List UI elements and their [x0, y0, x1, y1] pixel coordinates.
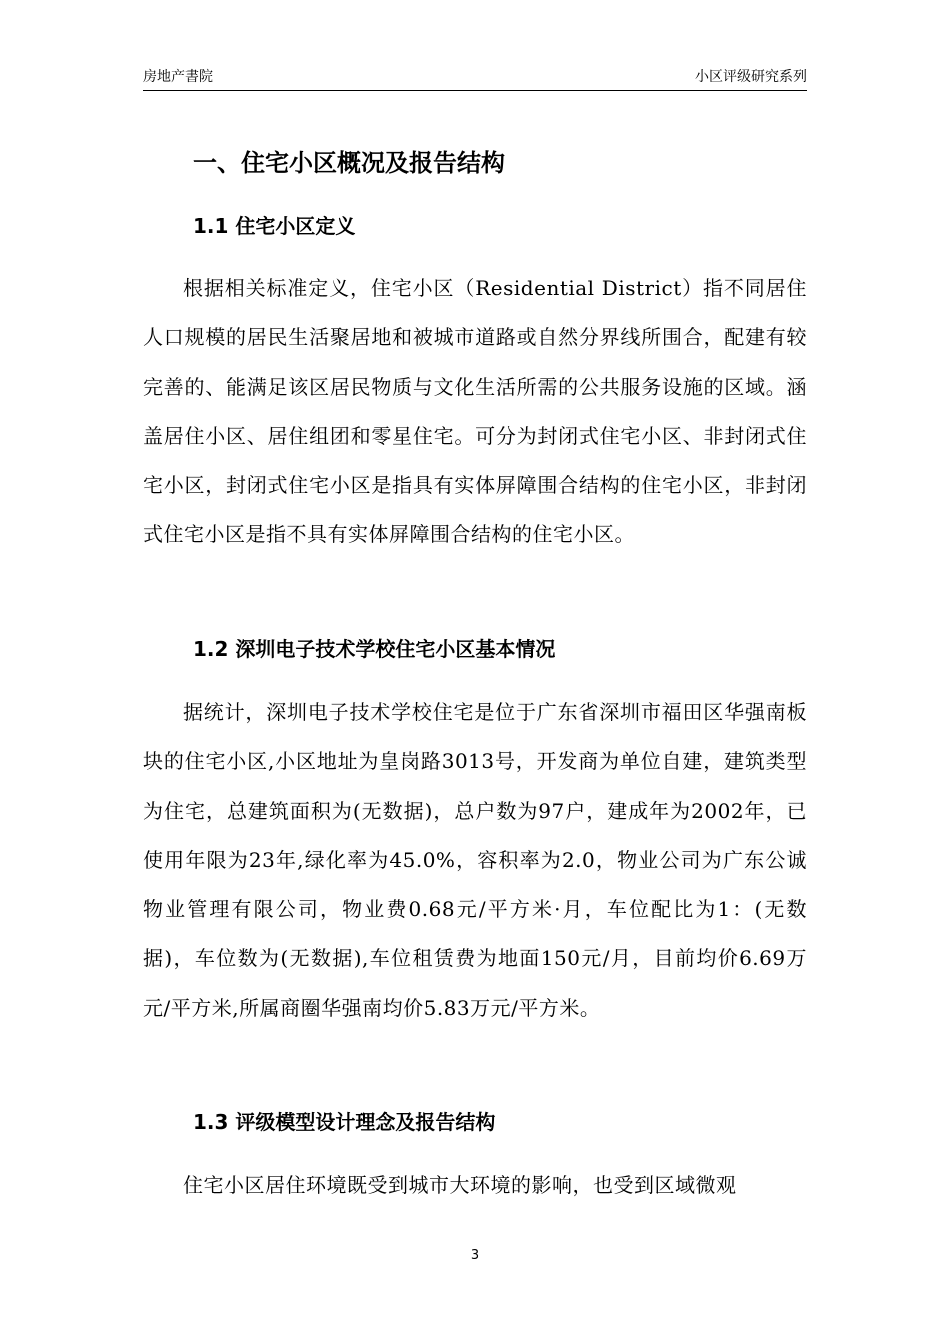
- section-paragraph-1-1: 根据相关标准定义，住宅小区（Residential District）指不同居住人口规模的居民生活聚居地和被城市道路或自然分界线所围合，配建有较完善的、能满足该区居民物质与文化生活所需的公共服务设施的区域。涵盖居住小区、居住组团和零星住宅。可分为封闭式住宅小区、非封闭式住宅小区，封闭式住宅小区是指具有实体屏障围合结构的住宅小区，非封闭式住宅小区是指不具有实体屏障围合结构的住宅小区。: [143, 276, 807, 547]
- page-number: 3: [470, 1248, 480, 1263]
- section-paragraph-1-3: 住宅小区居住环境既受到城市大环境的影响，也受到区域微观: [183, 1173, 737, 1197]
- header-left-text: 房地产書院: [143, 69, 213, 85]
- chapter-title: 一、住宅小区概况及报告结构: [193, 149, 505, 177]
- header-right-text: 小区评级研究系列: [695, 69, 807, 85]
- section-heading-1-1: 1.1 住宅小区定义: [193, 214, 356, 238]
- page-header: [143, 66, 807, 91]
- section-heading-1-2: 1.2 深圳电子技术学校住宅小区基本情况: [193, 637, 556, 661]
- section-heading-1-3: 1.3 评级模型设计理念及报告结构: [193, 1110, 496, 1134]
- section-paragraph-1-2: 据统计，深圳电子技术学校住宅是位于广东省深圳市福田区华强南板块的住宅小区,小区地址为皇岗路3013号，开发商为单位自建，建筑类型为住宅，总建筑面积为(无数据)，总户数为97户，建成年为2002年，已使用年限为23年,绿化率为45.0%，容积率为2.0，物业公司为广东公诚物业管理有限公司，物业费0.68元/平方米·月，车位配比为1：(无数据)，车位数为(无数据),车位租赁费为地面150元/月，目前均价6.69万元/平方米,所属商圈华强南均价5.83万元/平方米。: [143, 700, 807, 1020]
